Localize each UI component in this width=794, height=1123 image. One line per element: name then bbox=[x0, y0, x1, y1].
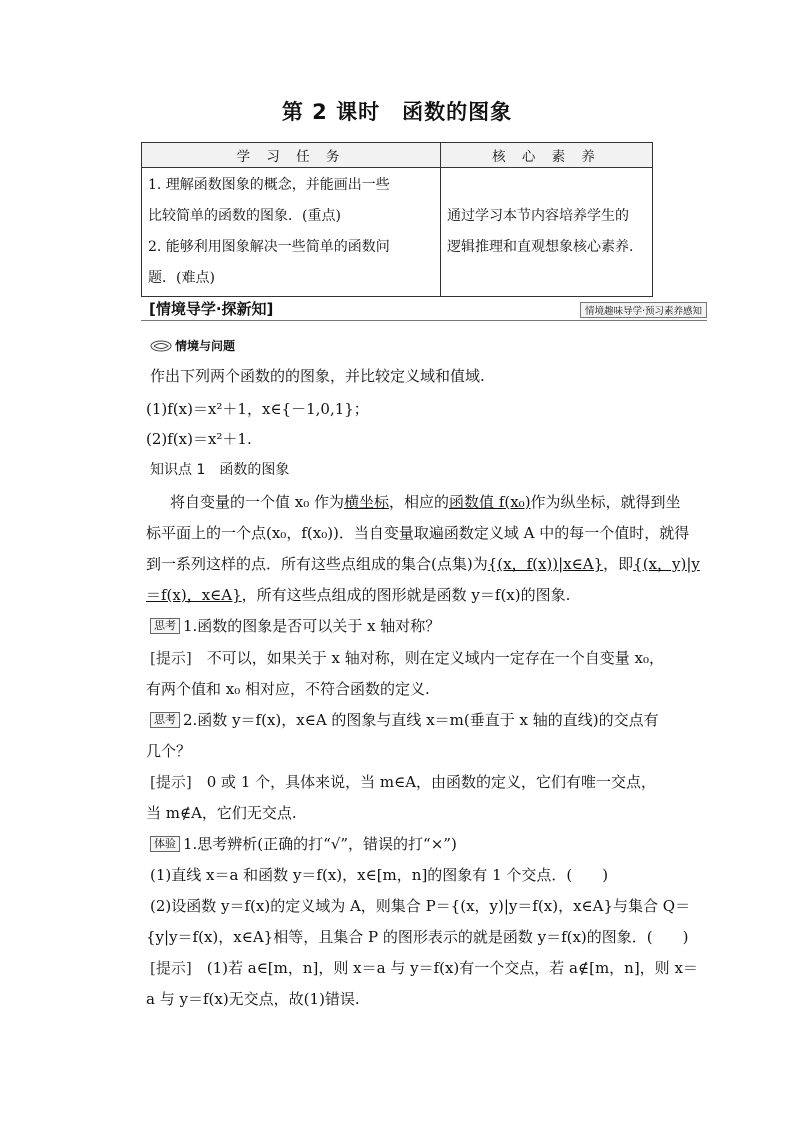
situation-label bbox=[150, 337, 235, 354]
knowledge-paragraph: ＝f(x)，x∈A}，所有这些点组成的图形就是函数 y＝f(x)的图象. bbox=[146, 586, 571, 604]
think-answer: 有两个值和 x₀ 相对应，不符合函数的定义. bbox=[146, 680, 430, 698]
section-tag: 情境趣味导学·预习素养感知 bbox=[580, 302, 707, 318]
core-cell bbox=[441, 168, 653, 297]
think-question: 思考 1.函数的图象是否可以关于 x 轴对称？ bbox=[150, 615, 440, 636]
experience-answer: [提示] (1)若 a∈[m，n]，则 x＝a 与 y＝f(x)有一个交点，若 a∉[m，n]，则 x＝ bbox=[150, 959, 698, 977]
think-question: 几个？ bbox=[146, 742, 192, 760]
situation-line: (2)f(x)＝x²＋1. bbox=[146, 430, 252, 448]
think-answer: [提示] 不可以，如果关于 x 轴对称，则在定义域内一定存在一个自变量 x₀， bbox=[150, 649, 664, 667]
page-title: 第 2 课时 函数的图象 bbox=[281, 100, 513, 124]
experience-item: (1)直线 x＝a 和函数 y＝f(x)，x∈[m，n]的图象有 1 个交点．( ) bbox=[150, 866, 609, 884]
think-tag: 思考 bbox=[150, 712, 180, 728]
task-cell bbox=[142, 168, 441, 297]
knowledge-paragraph: 将自变量的一个值 x₀ 作为横坐标，相应的函数值 f(x₀)作为纵坐标，就得到坐 bbox=[170, 493, 681, 511]
experience-item: (2)设函数 y＝f(x)的定义域为 A，则集合 P＝{(x，y)|y＝f(x)，x∈A}与集合 Q＝ bbox=[150, 897, 691, 915]
experience-answer: a 与 y＝f(x)无交点，故(1)错误. bbox=[146, 990, 360, 1008]
book-icon bbox=[150, 340, 172, 352]
think-question: 思考 2.函数 y＝f(x)，x∈A 的图象与直线 x＝m(垂直于 x 轴的直线)的交点有 bbox=[150, 709, 659, 730]
hint-tag: [提示] bbox=[150, 959, 192, 977]
core-col-header: 核 心 素 养 bbox=[441, 143, 653, 168]
section-bar bbox=[141, 298, 707, 321]
task-table bbox=[141, 142, 653, 297]
situation-line: (1)f(x)＝x²＋1，x∈{－1,0,1}； bbox=[146, 400, 369, 418]
think-tag: 思考 bbox=[150, 618, 180, 634]
blank-answer: {(x，y)|y bbox=[633, 555, 700, 573]
core-line: 逻辑推理和直观想象核心素养. bbox=[447, 239, 634, 255]
think-answer: 当 m∉A，它们无交点. bbox=[146, 804, 297, 822]
experience-item: {y|y＝f(x)，x∈A}相等，且集合 P 的图形表示的就是函数 y＝f(x)的图象．( ) bbox=[146, 928, 689, 946]
blank-answer: {(x，f(x))|x∈A} bbox=[487, 555, 604, 573]
task-line: 2. 能够利用图象解决一些简单的函数问 bbox=[148, 239, 390, 255]
section-title: [情境导学·探新知] bbox=[149, 300, 274, 318]
task-line: 题．(难点) bbox=[148, 270, 215, 286]
situation-line: 作出下列两个函数的的图象，并比较定义域和值域. bbox=[150, 367, 485, 385]
task-line: 比较简单的函数的图象．(重点) bbox=[148, 208, 341, 224]
hint-tag: [提示] bbox=[150, 773, 192, 791]
knowledge-paragraph: 标平面上的一个点(x₀，f(x₀))．当自变量取遍函数定义域 A 中的每一个值时，就得 bbox=[146, 524, 690, 542]
think-answer: [提示] 0 或 1 个，具体来说，当 m∈A，由函数的定义，它们有唯一交点， bbox=[150, 773, 657, 791]
hint-tag: [提示] bbox=[150, 649, 192, 667]
situation-label-text: 情境与问题 bbox=[175, 339, 236, 353]
experience-tag: 体验 bbox=[150, 836, 180, 852]
knowledge-paragraph: 到一系列这样的点．所有这些点组成的集合(点集)为{(x，f(x))|x∈A}，即{(x，y)|y bbox=[146, 555, 700, 573]
task-line: 1. 理解函数图象的概念，并能画出一些 bbox=[148, 177, 390, 193]
task-col-header: 学 习 任 务 bbox=[142, 143, 441, 168]
blank-answer: 函数值 f(x₀) bbox=[449, 493, 531, 511]
knowledge-heading: 知识点 1 函数的图象 bbox=[150, 462, 290, 478]
blank-answer: ＝f(x)，x∈A} bbox=[146, 586, 242, 604]
core-line: 通过学习本节内容培养学生的 bbox=[447, 208, 629, 224]
experience-question: 体验 1.思考辨析(正确的打“√”，错误的打“×”) bbox=[150, 833, 457, 854]
blank-answer: 横坐标 bbox=[344, 493, 390, 511]
